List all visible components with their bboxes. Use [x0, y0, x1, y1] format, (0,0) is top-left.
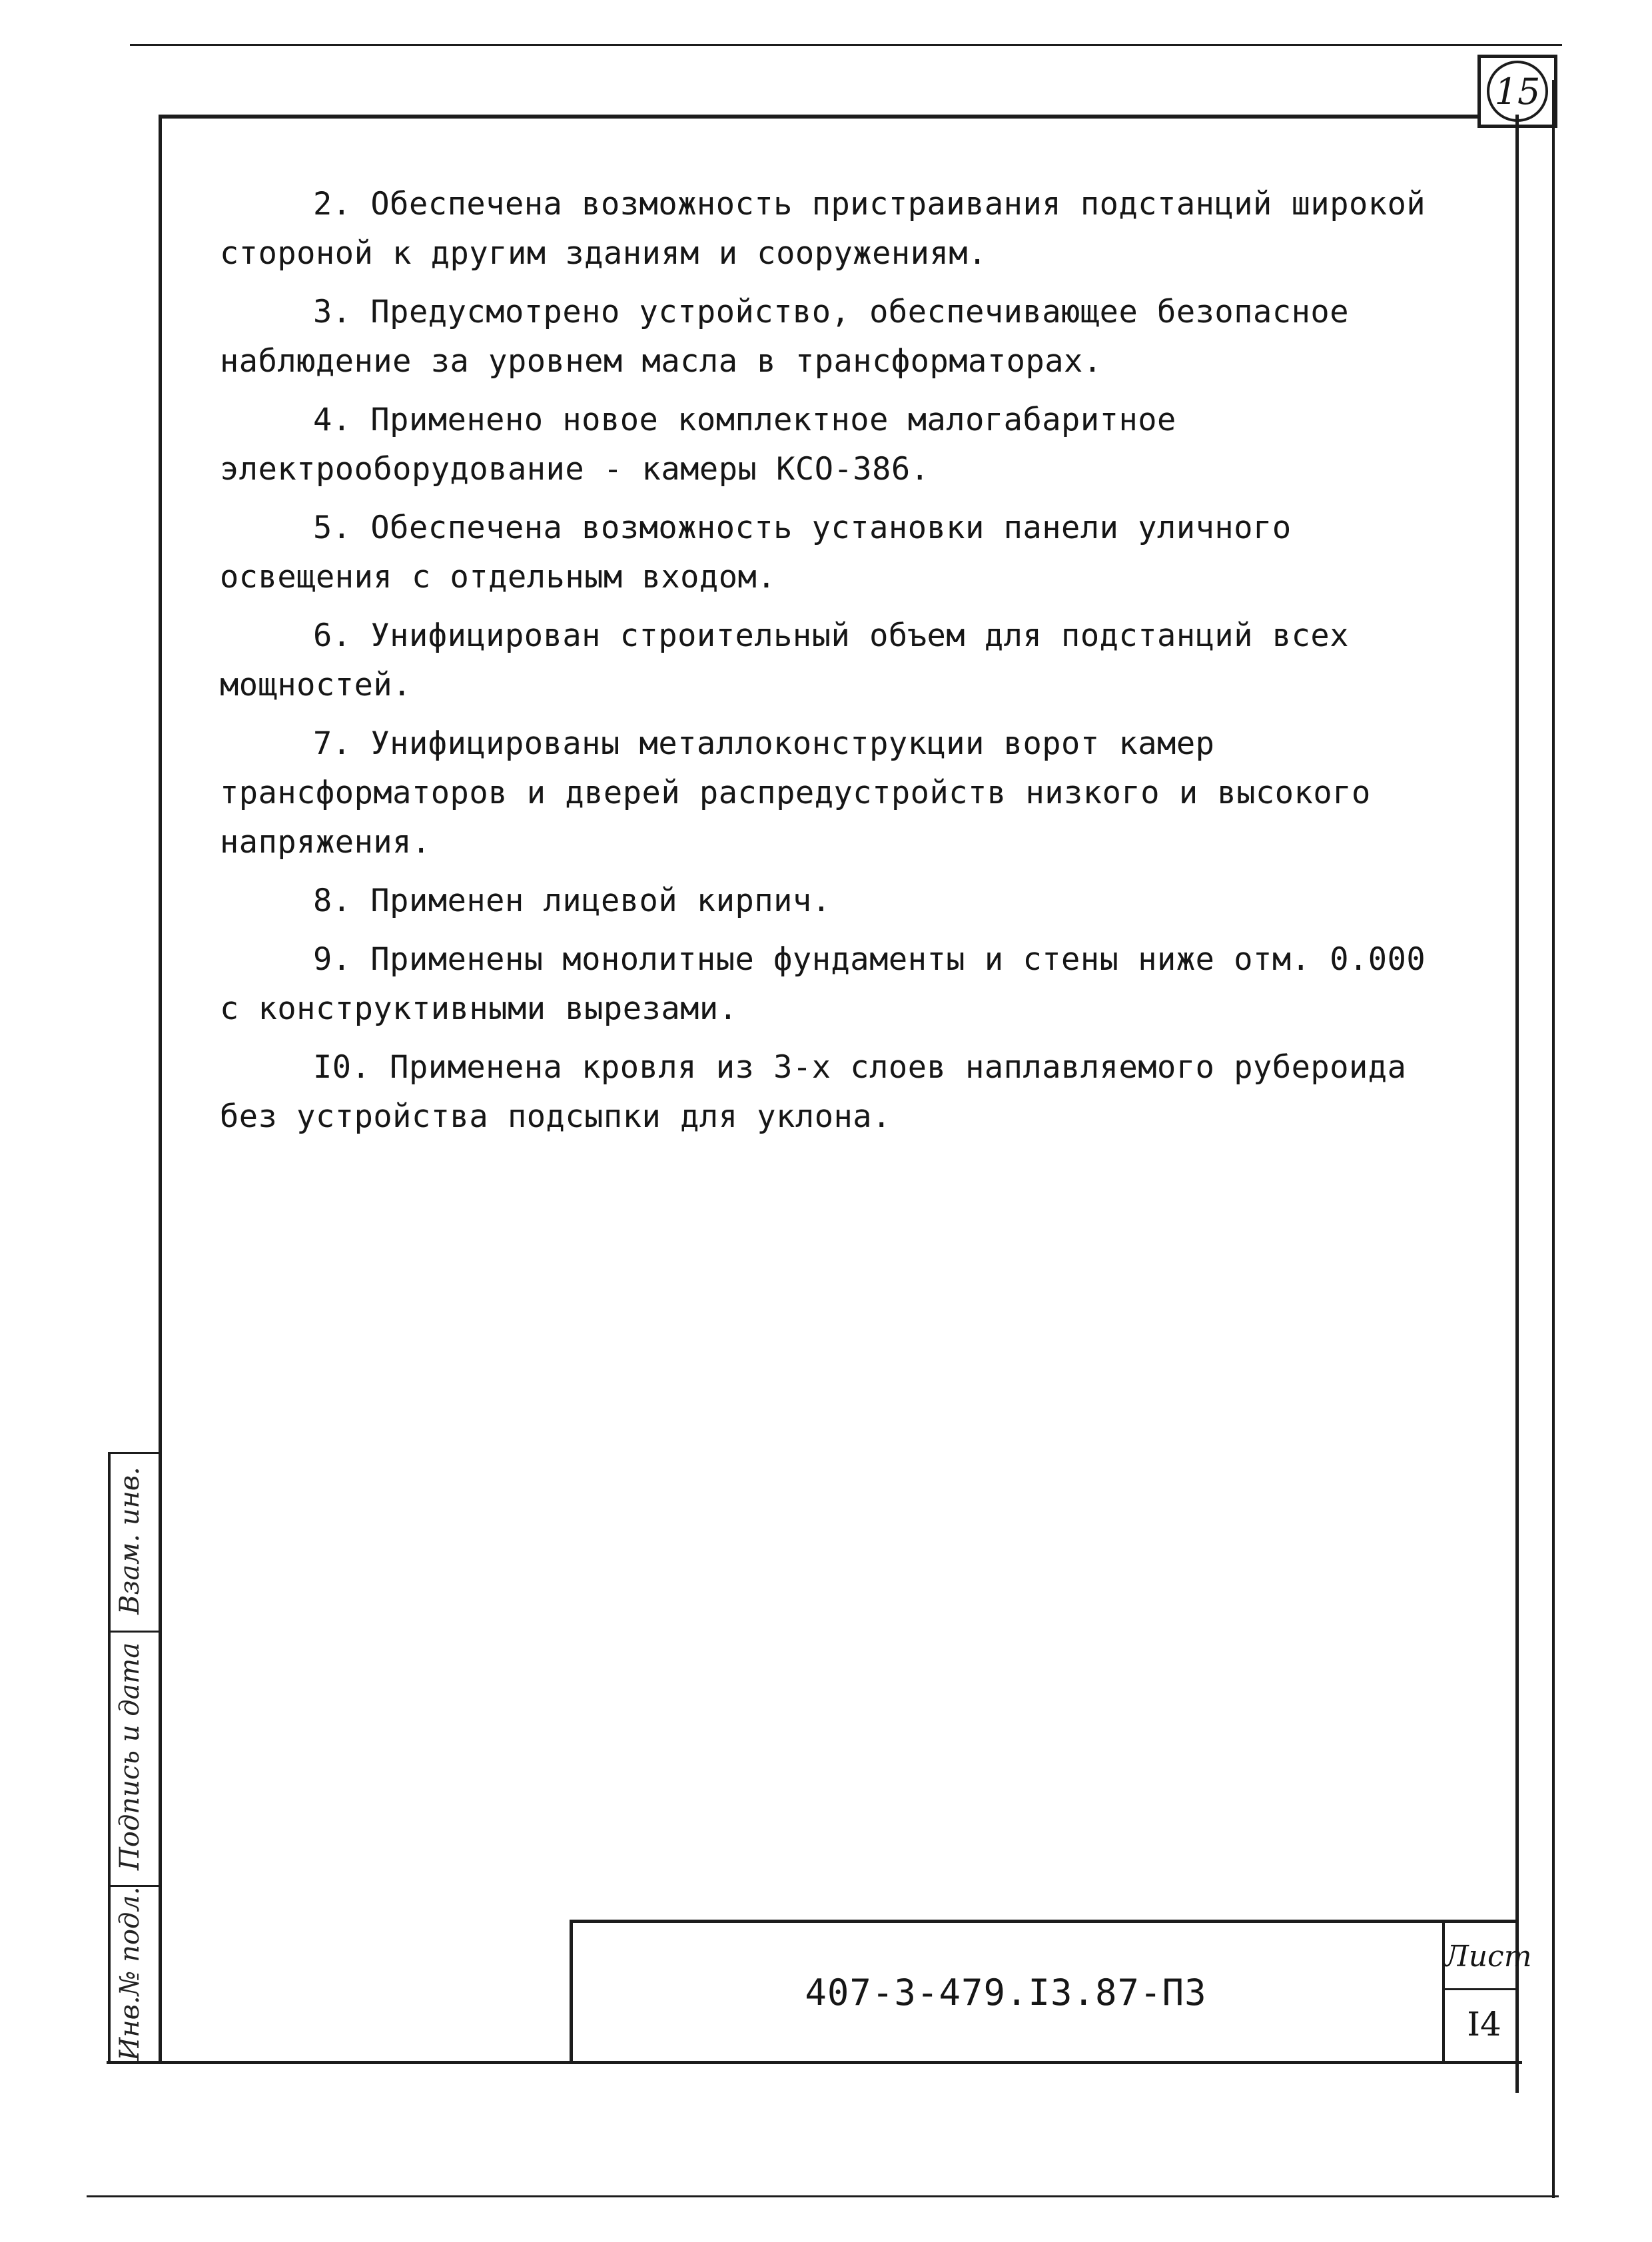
document-body [220, 180, 1439, 1151]
paragraph-6: 6. Унифицирован строительный объем для подстанций всех мощностей. [220, 617, 1350, 703]
paragraph-7: 7. Унифицированы металлоконструкции ворот камер трансформаторов и дверей распредустройств низкого и высокого напряжения. [220, 725, 1371, 861]
paragraph-3: 3. Предусмотрено устройство, обеспечивающее безопасное наблюдение за уровнем масла в трансформаторах. [220, 294, 1350, 380]
frame-right-border [1515, 115, 1519, 2093]
frame-left-border [159, 115, 162, 2063]
frame-top-border [160, 115, 1479, 119]
title-block-sheet-hline [1442, 1988, 1519, 1990]
top-trim-line [130, 44, 1562, 46]
paragraph-10: I0. Применена кровля из 3-х слоев наплавляемого рубероида без устройства подсыпки для уклона. [220, 1049, 1407, 1135]
side-stamp-divider-1 [108, 1631, 161, 1633]
page-stamp-box [1477, 55, 1557, 128]
paragraph-5: 5. Обеспечена возможность установки панели уличного освещения с отдельным входом. [220, 510, 1292, 595]
title-block-top [570, 1920, 1519, 1923]
page-stamp-circle [1487, 61, 1548, 122]
paragraph-2: 2. Обеспечена возможность пристраивания подстанций широкой стороной к другим зданиям и сооружениям. [220, 186, 1426, 272]
page-stamp-number: 15 [1494, 70, 1541, 113]
replace-inventory-label: Взам. инв. [115, 1467, 145, 1615]
sheet-label: Лист [1444, 1940, 1532, 1974]
side-stamp-left-border [108, 1452, 111, 2063]
paragraph-9: 9. Применены монолитные фундаменты и стены ниже отм. 0.000 с конструктивными вырезами. [220, 941, 1426, 1027]
signature-date-label: Подпись и дата [115, 1642, 145, 1870]
outer-right-border [1552, 80, 1555, 2198]
document-designation: 407-3-479.I3.87-ПЗ [805, 1972, 1207, 2014]
frame-bottom-border [107, 2061, 1522, 2064]
inventory-number-label: Инв.№ подл. [115, 1886, 145, 2061]
side-stamp-top [108, 1452, 161, 1454]
paragraph-4: 4. Применено новое комплектное малогабаритное электрооборудование - камеры КСО-386. [220, 402, 1176, 488]
paragraph-8: 8. Применен лицевой кирпич. [313, 883, 831, 919]
sheet-number: I4 [1467, 2005, 1501, 2044]
bottom-trim-line [87, 2195, 1559, 2197]
